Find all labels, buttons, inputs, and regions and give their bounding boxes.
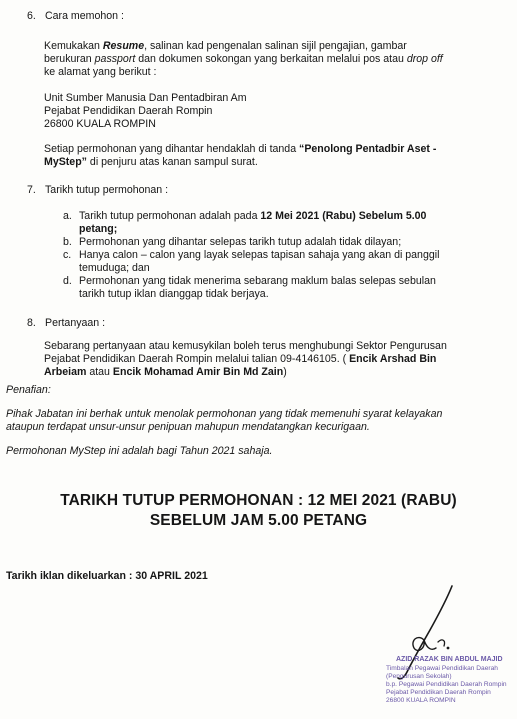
section-7-heading: Tarikh tutup permohonan : [45,184,169,196]
disclaimer-line-2: ataupun terdapat unsur-unsur penipuan mahupun mendatangkan kecurigaan. [6,421,370,433]
text-run-petang: petang; [79,223,118,235]
text-run: di penjuru atas kanan sampul surat. [86,156,258,168]
section-6-number: 6. [27,10,36,22]
section-6-paragraph-line-2 [44,53,443,66]
stamp-officer-name: AZID RAZAK BIN ABDUL MAJID [396,656,503,663]
item-a-label: a. [63,210,72,222]
text-run: , salinan kad pengenalan salinan sijil pengajian, gambar [144,40,407,52]
text-run: berukuran [44,53,95,65]
address-line-2: Pejabat Pendidikan Daerah Rompin [44,105,213,117]
item-d-line-2: tarikh tutup iklan dianggap tidak berjaya. [79,288,269,300]
text-run: Setiap permohonan yang dihantar hendaklah di tanda [44,143,300,155]
section-8-line-3 [44,366,287,379]
text-run-passport: passport [94,53,136,65]
address-line-1: Unit Sumber Manusia Dan Pentadbiran Am [44,92,247,104]
text-run-mystep: MyStep” [44,156,87,168]
text-run: dan dokumen sokongan yang berkaitan melalui pos atau [135,53,407,65]
section-6-marking-line-2 [44,156,258,169]
text-run-drop-off: drop off [406,53,443,65]
text-run: atau [86,366,113,378]
item-c-line-2: temuduga; dan [79,262,150,274]
text-run: Tarikh tutup permohonan adalah pada [79,210,261,222]
item-c-line-1: Hanya calon – calon yang layak selepas tapisan sahaja yang akan di panggil [79,249,440,261]
stamp-line-4: Pejabat Pendidikan Daerah Rompin [386,689,491,696]
text-run-contact-2: Encik Mohamad Amir Bin Md Zain [112,366,284,378]
section-6-heading: Cara memohon : [45,10,124,22]
text-run: Kemukakan [44,40,103,52]
section-7-number: 7. [27,184,36,196]
text-run-closing-date: 12 Mei 2021 (Rabu) Sebelum 5.00 [260,210,427,222]
text-run-marking-label: “Penolong Pentadbir Aset - [299,143,437,155]
text-run-contact-1-cont: Arbeiam [44,366,87,378]
section-6-paragraph-line-3: ke alamat yang berikut : [44,66,157,78]
section-8-heading: Pertanyaan : [45,317,106,329]
closing-date-line-2: SEBELUM JAM 5.00 PETANG [149,512,368,529]
item-a-line-1 [79,210,426,223]
text-run-contact-1: Encik Arshad Bin [349,353,437,365]
item-d-label: d. [63,275,72,287]
item-b-line-1: Permohonan yang dihantar selepas tarikh tutup adalah tidak dilayan; [79,236,402,248]
ad-issue-date: Tarikh iklan dikeluarkan : 30 APRIL 2021 [6,570,208,582]
section-8-number: 8. [27,317,36,329]
section-8-line-2 [44,353,436,366]
item-d-line-1: Permohonan yang tidak menerima sebarang maklum balas selepas sebulan [79,275,436,287]
item-a-line-2 [79,223,117,236]
section-6-paragraph-line-1 [44,40,407,53]
section-8-line-1: Sebarang pertanyaan atau kemusykilan boleh terus menghubungi Sektor Pengurusan [44,340,447,352]
disclaimer-line-1: Pihak Jabatan ini berhak untuk menolak permohonan yang tidak memenuhi syarat kelayakan [6,408,443,420]
closing-date-line-1: TARIKH TUTUP PERMOHONAN : 12 MEI 2021 (RABU) [60,492,457,509]
section-6-marking-line-1 [44,143,436,156]
stamp-line-1: Timbalan Pegawai Pendidikan Daerah [386,665,498,672]
text-run: Pejabat Pendidikan Daerah Rompin melalui talian 09-4146105. ( [44,353,350,365]
stamp-line-2: (Pengurusan Sekolah) [386,673,452,680]
text-run: ) [283,366,287,378]
stamp-line-5: 26800 KUALA ROMPIN [386,697,456,704]
address-line-3: 26800 KUALA ROMPIN [44,118,156,130]
stamp-line-3: b.p. Pegawai Pendidikan Daerah Rompin [386,681,507,688]
item-c-label: c. [63,249,72,261]
disclaimer-title: Penafian: [6,384,51,396]
disclaimer-line-3: Permohonan MyStep ini adalah bagi Tahun 2021 sahaja. [6,445,273,457]
item-b-label: b. [63,236,72,248]
text-run-resume: Resume [102,40,145,52]
